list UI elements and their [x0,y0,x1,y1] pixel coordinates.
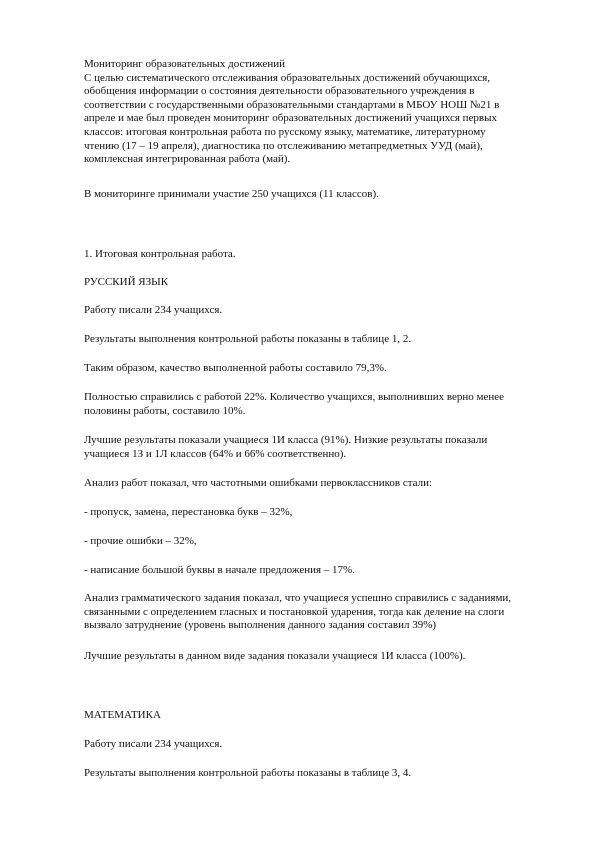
russian-paragraph: Результаты выполнения контрольной работы показаны в таблице 1, 2. [84,333,412,345]
error-item: - прочие ошибки – 32%, [84,535,197,547]
intro-line: чтению (17 – 19 апреля), диагностика по отслеживанию метапредметных УУД (май), [84,139,483,152]
paragraph-line: связанными с определением гласных и постановкой ударения, тогда как деление на слоги [84,605,505,618]
intro-line: комплексная интегрированная работа (май). [84,153,291,166]
participation-paragraph: В мониторинге принимали участие 250 учащихся (11 классов). [84,188,379,200]
intro-line: апреле и мае был проведен мониторинг образовательных достижений учащихся первых [84,112,498,125]
error-item: - написание большой буквы в начале предложения – 17%. [84,564,355,576]
intro-block [84,58,554,167]
document-title: Мониторинг образовательных достижений [84,58,286,70]
paragraph-line: вызвало затруднение (уровень выполнения данного задания составил 39%) [84,619,437,632]
russian-paragraph: Анализ работ показал, что частотными ошибками первоклассников стали: [84,477,433,489]
intro-line: С целью систематического отслеживания образовательных достижений обучающихся, [84,71,491,84]
paragraph-line: Полностью справились с работой 22%. Количество учащихся, выполнивших верно менее [84,391,505,403]
russian-heading: РУССКИЙ ЯЗЫК [84,276,169,288]
math-paragraph: Работу писали 234 учащихся. [84,738,223,750]
intro-line: обобщения информации о состояния деятельности образовательного учреждения в [84,85,475,98]
russian-paragraph: Таким образом, качество выполненной работы составило 79,3%. [84,362,387,374]
russian-paragraph [84,592,554,633]
russian-paragraph [84,434,554,461]
paragraph-line: половины работы, составило 10%. [84,404,246,417]
paragraph-line: Лучшие результаты показали учащиеся 1И класса (91%). Низкие результаты показали [84,434,488,446]
russian-paragraph: Лучшие результаты в данном виде задания показали учащиеся 1И класса (100%). [84,650,466,662]
section-heading: 1. Итоговая контрольная работа. [84,248,236,260]
intro-line: соответствии с государственными образовательными стандартами в МБОУ НОШ №21 в [84,98,500,111]
math-paragraph: Результаты выполнения контрольной работы показаны в таблице 3, 4. [84,767,412,779]
russian-paragraph: Работу писали 234 учащихся. [84,304,223,316]
paragraph-line: учащиеся 1З и 1Л классов (64% и 66% соответственно). [84,447,347,460]
russian-paragraph [84,391,554,418]
math-heading: МАТЕМАТИКА [84,709,161,721]
intro-line: классов: итоговая контрольная работа по русскому языку, математике, литературному [84,125,486,138]
paragraph-line: Анализ грамматического задания показал, что учащиеся успешно справились с заданиями, [84,592,512,604]
error-item: - пропуск, замена, перестановка букв – 32%, [84,506,293,518]
